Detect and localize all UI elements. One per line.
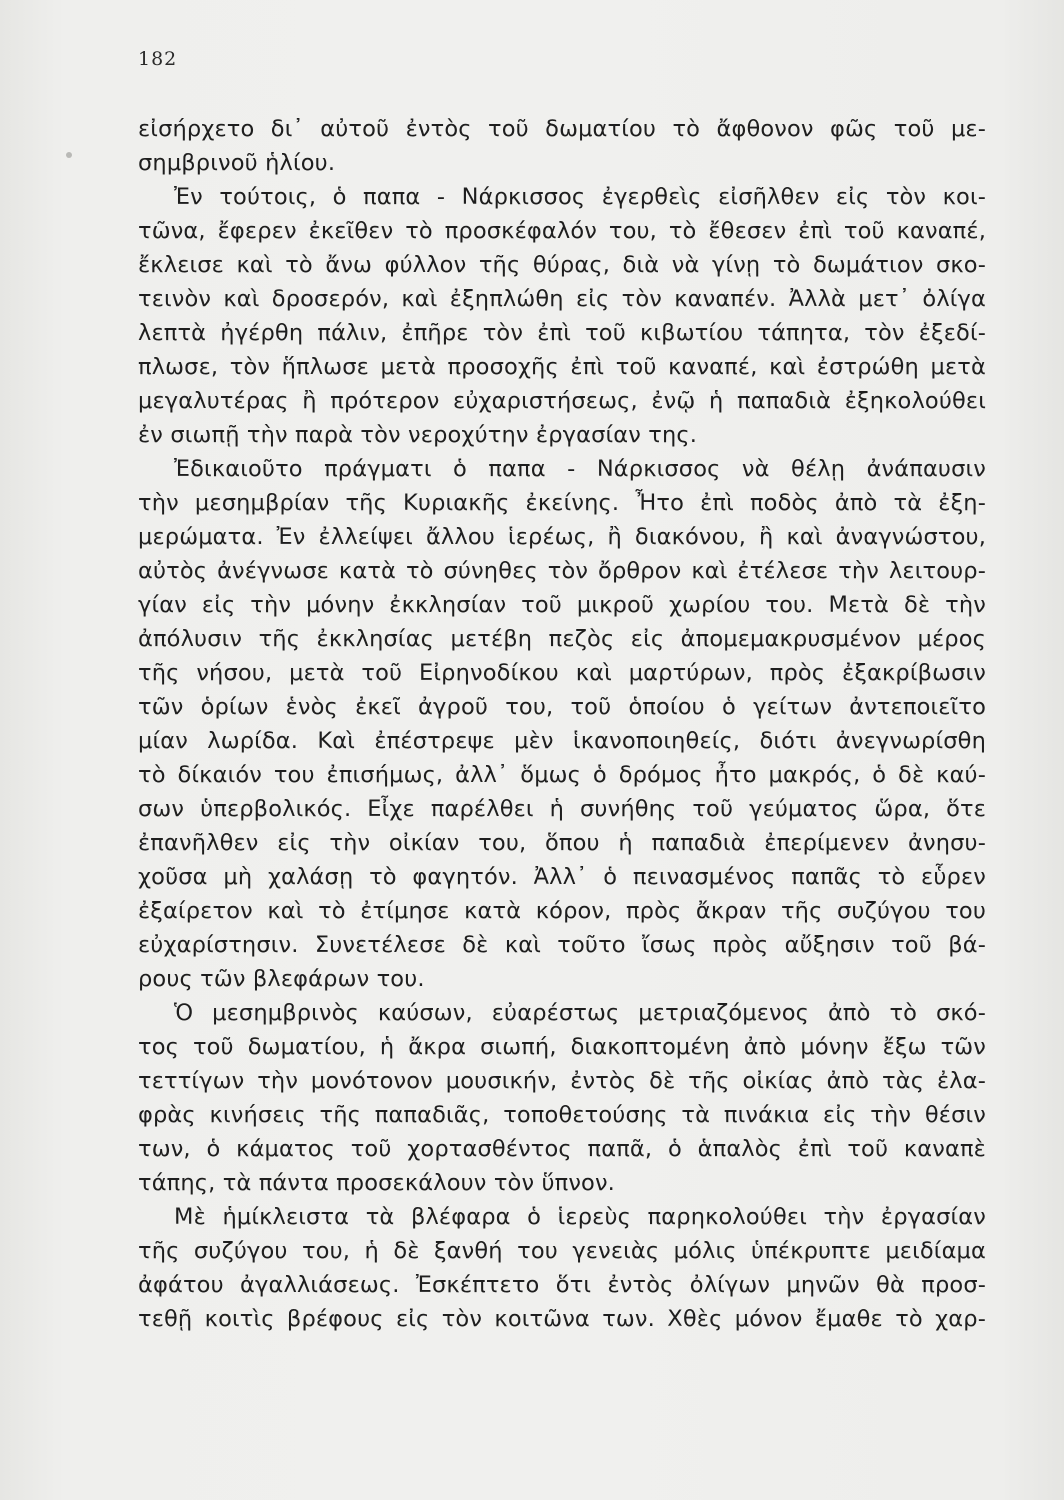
text-line: εὐχαρίστησιν. Συνετέλεσε δὲ καὶ τοῦτο ἴσως πρὸς αὔξησιν τοῦ βά- <box>138 932 986 958</box>
text-line: τὸ δίκαιόν του ἐπισήμως, ἀλλ᾽ ὅμως ὁ δρόμος ἦτο μακρός, ὁ δὲ καύ- <box>138 762 986 788</box>
ink-smudge <box>66 152 72 158</box>
text-line: ἐξαίρετον καὶ τὸ ἐτίμησε κατὰ κόρον, πρὸς ἄκραν τῆς συζύγου του <box>138 898 986 924</box>
text-line: εἰσήρχετο δι᾽ αὐτοῦ ἐντὸς τοῦ δωματίου τὸ ἄφθονον φῶς τοῦ με- <box>138 116 986 142</box>
text-line: ἀπόλυσιν τῆς ἐκκλησίας μετέβη πεζὸς εἰς ἀπομεμακρυσμένον μέρος <box>138 626 986 652</box>
text-line: πλωσε, τὸν ἥπλωσε μετὰ προσοχῆς ἐπὶ τοῦ καναπέ, καὶ ἐστρώθη μετὰ <box>138 354 986 380</box>
text-line: μερώματα. Ἐν ἐλλείψει ἄλλου ἱερέως, ἢ διακόνου, ἢ καὶ ἀναγνώστου, <box>138 524 986 550</box>
text-line: τῶν ὁρίων ἑνὸς ἐκεῖ ἀγροῦ του, τοῦ ὁποίου ὁ γείτων ἀντεποιεῖτο <box>138 694 986 720</box>
text-line: τὴν μεσημβρίαν τῆς Κυριακῆς ἐκείνης. Ἦτο ἐπὶ ποδὸς ἀπὸ τὰ ἐξη- <box>138 490 986 516</box>
text-line: γίαν εἰς τὴν μόνην ἐκκλησίαν τοῦ μικροῦ χωρίου του. Μετὰ δὲ τὴν <box>138 592 986 618</box>
text-line: ἐν σιωπῇ τὴν παρὰ τὸν νεροχύτην ἐργασίαν της. <box>138 422 698 448</box>
text-line: Ἐν τούτοις, ὁ παπα - Νάρκισσος ἐγερθεὶς εἰσῆλθεν εἰς τὸν κοι- <box>174 184 986 210</box>
text-line: μίαν λωρίδα. Καὶ ἐπέστρεψε μὲν ἱκανοποιηθείς, διότι ἀνεγνωρίσθη <box>138 728 986 754</box>
text-line: Μὲ ἡμίκλειστα τὰ βλέφαρα ὁ ἱερεὺς παρηκολούθει τὴν ἐργασίαν <box>174 1204 986 1230</box>
text-line: τος τοῦ δωματίου, ἡ ἄκρα σιωπή, διακοπτομένη ἀπὸ μόνην ἔξω τῶν <box>138 1034 986 1060</box>
text-line: μεγαλυτέρας ἢ πρότερον εὐχαριστήσεως, ἐνῷ ἡ παπαδιὰ ἐξηκολούθει <box>138 388 986 414</box>
text-line: τάπης, τὰ πάντα προσεκάλουν τὸν ὕπνον. <box>138 1170 615 1196</box>
text-line: τῶνα, ἔφερεν ἐκεῖθεν τὸ προσκέφαλόν του, τὸ ἔθεσεν ἐπὶ τοῦ καναπέ, <box>138 218 986 244</box>
text-line: φρὰς κινήσεις τῆς παπαδιᾶς, τοποθετούσης τὰ πινάκια εἰς τὴν θέσιν <box>138 1102 986 1128</box>
text-line: λεπτὰ ἠγέρθη πάλιν, ἐπῆρε τὸν ἐπὶ τοῦ κιβωτίου τάπητα, τὸν ἐξεδί- <box>138 320 986 346</box>
page-number: 182 <box>138 48 178 70</box>
text-line: τεινὸν καὶ δροσερόν, καὶ ἐξηπλώθη εἰς τὸν καναπέν. Ἀλλὰ μετ᾽ ὀλίγα <box>138 286 986 312</box>
text-line: τῆς συζύγου του, ἡ δὲ ξανθή του γενειὰς μόλις ὑπέκρυπτε μειδίαμα <box>138 1238 986 1264</box>
text-line: των, ὁ κάματος τοῦ χορτασθέντος παπᾶ, ὁ ἁπαλὸς ἐπὶ τοῦ καναπὲ <box>138 1136 986 1162</box>
text-line: Ὁ μεσημβρινὸς καύσων, εὐαρέστως μετριαζόμενος ἀπὸ τὸ σκό- <box>174 1000 986 1026</box>
body-text <box>138 112 986 1336</box>
text-line: τεθῇ κοιτὶς βρέφους εἰς τὸν κοιτῶνα των. Χθὲς μόνον ἔμαθε τὸ χαρ- <box>138 1306 986 1332</box>
text-line: σων ὑπερβολικός. Εἶχε παρέλθει ἡ συνήθης τοῦ γεύματος ὥρα, ὅτε <box>138 796 986 822</box>
text-line: τῆς νήσου, μετὰ τοῦ Εἰρηνοδίκου καὶ μαρτύρων, πρὸς ἐξακρίβωσιν <box>138 660 986 686</box>
text-line: Ἐδικαιοῦτο πράγματι ὁ παπα - Νάρκισσος νὰ θέλῃ ἀνάπαυσιν <box>174 456 986 482</box>
text-line: σημβρινοῦ ἡλίου. <box>138 150 336 176</box>
text-line: ἔκλεισε καὶ τὸ ἄνω φύλλον τῆς θύρας, διὰ νὰ γίνῃ τὸ δωμάτιον σκο- <box>138 252 986 278</box>
text-line: ἐπανῆλθεν εἰς τὴν οἰκίαν του, ὅπου ἡ παπαδιὰ ἐπερίμενεν ἀνησυ- <box>138 830 986 856</box>
text-line: ἀφάτου ἀγαλλιάσεως. Ἐσκέπτετο ὅτι ἐντὸς ὀλίγων μηνῶν θὰ προσ- <box>138 1272 986 1298</box>
text-line: ρους τῶν βλεφάρων του. <box>138 966 425 992</box>
text-line: τεττίγων τὴν μονότονον μουσικήν, ἐντὸς δὲ τῆς οἰκίας ἀπὸ τὰς ἐλα- <box>138 1068 986 1094</box>
text-line: αὐτὸς ἀνέγνωσε κατὰ τὸ σύνηθες τὸν ὄρθρον καὶ ἐτέλεσε τὴν λειτουρ- <box>138 558 986 584</box>
text-line: χοῦσα μὴ χαλάσῃ τὸ φαγητόν. Ἀλλ᾽ ὁ πεινασμένος παπᾶς τὸ εὗρεν <box>138 864 986 890</box>
